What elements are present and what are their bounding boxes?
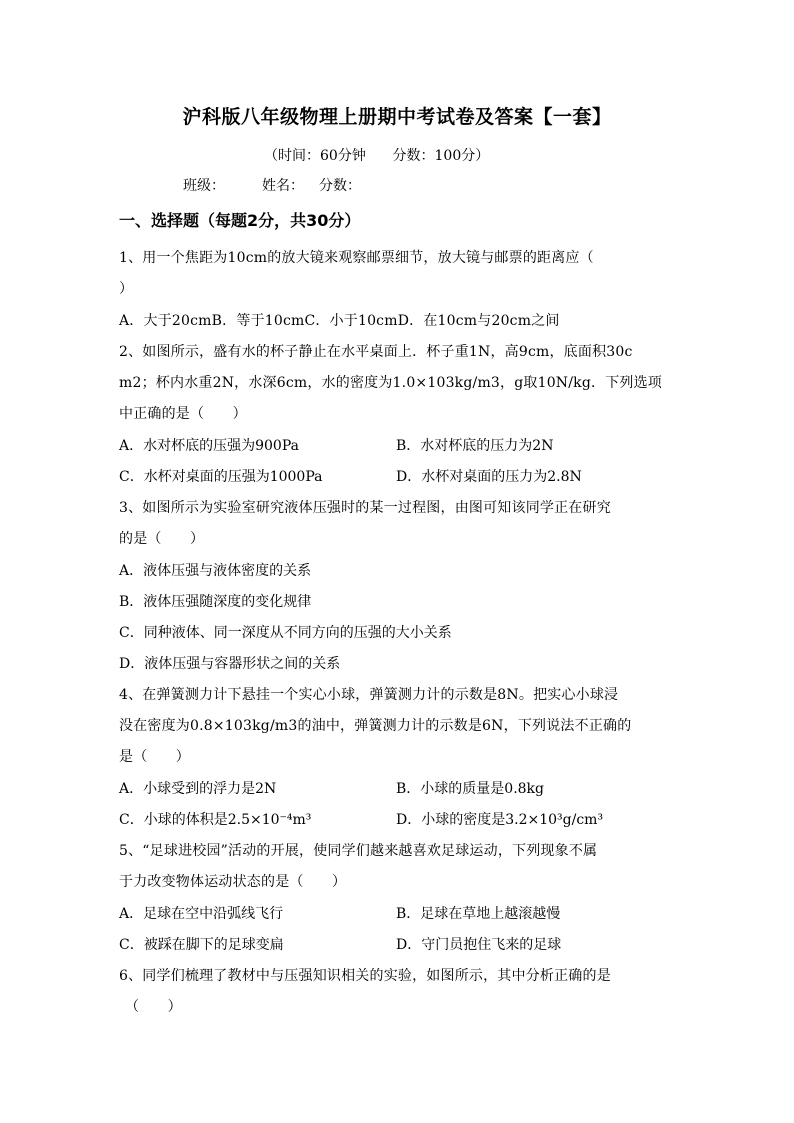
question-5-option-c: C．被踩在脚下的足球变扁 — [119, 937, 284, 953]
question-4-text-cont: 没在密度为0.8×103kg/m3的油中，弹簧测力计的示数是6N，下列说法不正确的 — [119, 718, 632, 734]
question-1-options: A．大于20cmB．等于10cmC．小于10cmD．在10cm与20cm之间 — [119, 313, 560, 329]
question-1-text: 1、用一个焦距为10cm的放大镜来观察邮票细节，放大镜与邮票的距离应（ — [119, 250, 594, 266]
question-5-text-cont: 于力改变物体运动状态的是（ ） — [119, 874, 347, 890]
question-2-text: 2、如图所示，盛有水的杯子静止在水平桌面上．杯子重1N，高9cm，底面积30c — [119, 344, 633, 360]
question-2-option-a: A．水对杯底的压强为900Pa — [119, 438, 299, 454]
name-label: 姓名： — [262, 178, 304, 194]
question-4-text: 4、在弹簧测力计下悬挂一个实心小球，弹簧测力计的示数是8N。把实心小球浸 — [119, 687, 619, 703]
question-1-text-cont: ） — [119, 281, 134, 297]
section-heading-multiple-choice: 一、选择题（每题2分，共30分） — [119, 211, 361, 230]
question-5-option-d: D．守门员抱住飞来的足球 — [396, 937, 562, 953]
question-3-option-c: C．同种液体、同一深度从不同方向的压强的大小关系 — [119, 625, 452, 641]
question-5-option-a: A．足球在空中沿弧线飞行 — [119, 906, 284, 922]
score-label: 分数： — [319, 178, 361, 194]
question-2-text-cont: 中正确的是（ ） — [119, 406, 247, 422]
question-3-option-b: B．液体压强随深度的变化规律 — [119, 594, 312, 610]
question-5-option-b: B．足球在草地上越滚越慢 — [396, 906, 561, 922]
question-4-text-cont: 是（ ） — [119, 749, 190, 765]
question-3-option-d: D．液体压强与容器形状之间的关系 — [119, 656, 341, 672]
question-2-option-c: C．水杯对桌面的压强为1000Pa — [119, 469, 323, 485]
question-6-text: 6、同学们梳理了教材中与压强知识相关的实验，如图所示，其中分析正确的是 — [119, 968, 611, 984]
question-6-text-cont: （ ） — [125, 999, 182, 1015]
question-4-option-a: A．小球受到的浮力是2N — [119, 781, 277, 797]
question-3-text: 3、如图所示为实验室研究液体压强时的某一过程图，由图可知该同学正在研究 — [119, 500, 611, 516]
question-4-option-c: C．小球的体积是2.5×10⁻⁴m³ — [119, 812, 312, 828]
question-3-text-cont: 的是（ ） — [119, 531, 205, 547]
question-2-option-d: D．水杯对桌面的压力为2.8N — [396, 469, 582, 485]
class-label: 班级： — [183, 178, 225, 194]
question-3-option-a: A．液体压强与液体密度的关系 — [119, 563, 312, 579]
time-score-info: （时间：60分钟 分数：100分） — [264, 148, 490, 164]
question-4-option-b: B．小球的质量是0.8kg — [396, 781, 544, 797]
question-2-text-cont: m2；杯内水重2N，水深6cm，水的密度为1.0×103kg/m3，g取10N/kg．下列选项 — [119, 375, 663, 391]
question-5-text: 5、“足球进校园”活动的开展，使同学们越来越喜欢足球运动，下列现象不属 — [119, 843, 598, 859]
question-2-option-b: B．水对杯底的压力为2N — [396, 438, 554, 454]
question-4-option-d: D．小球的密度是3.2×10³g/cm³ — [396, 812, 604, 828]
exam-title: 沪科版八年级物理上册期中考试卷及答案【一套】 — [182, 106, 612, 128]
